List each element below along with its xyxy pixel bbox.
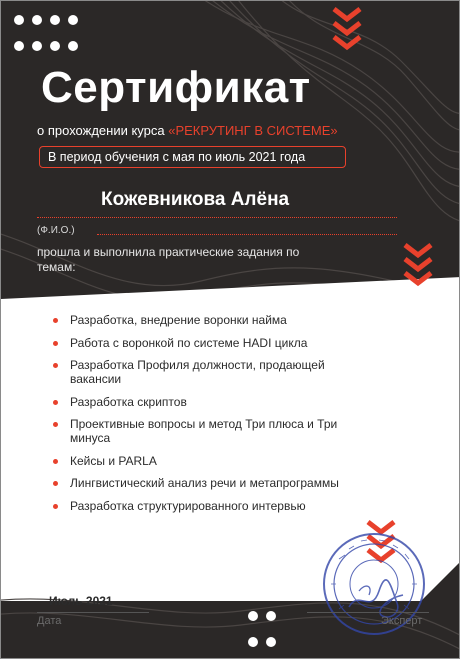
course-name: «РЕКРУТИНГ В СИСТЕМЕ» (168, 123, 338, 138)
topics-list (53, 313, 343, 521)
bullet-icon (53, 318, 58, 323)
certificate-title: Сертификат (41, 63, 311, 112)
bullet-icon (53, 504, 58, 509)
period-box (39, 146, 346, 168)
list-item (53, 499, 343, 513)
topic-text: Проективные вопросы и метод Три плюса и Три минуса (70, 417, 338, 445)
bullet-icon (53, 422, 58, 427)
list-item (53, 358, 343, 386)
list-item (53, 476, 343, 490)
bullet-icon (53, 341, 58, 346)
bullet-icon (53, 481, 58, 486)
date-label: Дата (37, 615, 62, 627)
bullet-icon (53, 459, 58, 464)
topic-text: Разработка Профиля должности, продающей вакансии (70, 358, 325, 386)
list-item (53, 313, 343, 327)
course-subtitle (37, 123, 338, 138)
topic-text: Кейсы и PARLA (70, 453, 157, 468)
topic-text: Лингвистический анализ речи и метапрограммы (70, 476, 339, 490)
list-item (53, 417, 343, 445)
date-value: Июль 2021 (49, 594, 113, 608)
study-period: В период обучения с мая по июль 2021 года (48, 150, 306, 164)
bullet-icon (53, 363, 58, 368)
chevron-down-icon (331, 5, 363, 55)
fio-underline (97, 234, 397, 235)
subtitle-prefix: о прохождении курса (37, 123, 169, 138)
recipient-name: Кожевникова Алёна (101, 189, 290, 210)
topic-text: Разработка, внедрение воронки найма (70, 313, 287, 327)
list-item (53, 454, 343, 468)
list-item (53, 336, 343, 350)
expert-line (307, 612, 429, 613)
expert-label: Эксперт (381, 615, 423, 627)
topic-text: Работа с воронкой по системе HADI цикла (70, 335, 308, 350)
topic-text: Разработка скриптов (70, 394, 187, 409)
fio-label: (Ф.И.О.) (37, 225, 75, 236)
name-underline (37, 217, 397, 218)
list-item (53, 395, 343, 409)
chevron-down-icon (402, 241, 434, 291)
date-line (37, 612, 149, 613)
bullet-icon (53, 400, 58, 405)
topic-text: Разработка структурированного интервью (70, 498, 306, 513)
completed-text: прошла и выполнила практические задания по темам: (37, 245, 300, 274)
